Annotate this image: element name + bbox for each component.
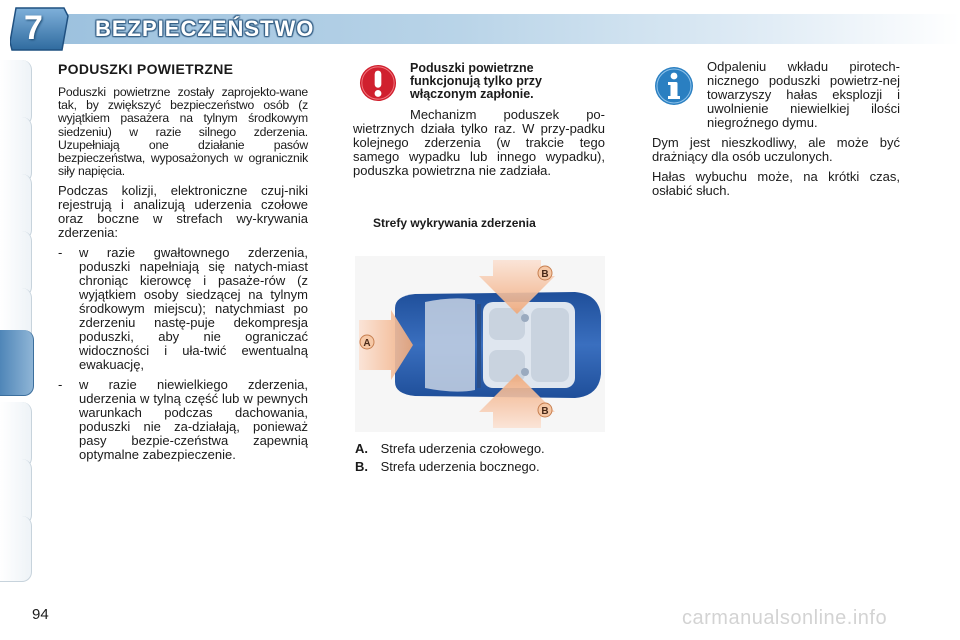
warning-box	[353, 60, 605, 108]
car-top-view	[395, 292, 601, 398]
zone-label-a	[360, 335, 374, 349]
column-info	[652, 60, 900, 204]
svg-text:A: A	[363, 338, 371, 349]
watermark: carmanualsonline.info	[682, 607, 888, 629]
svg-text:B: B	[541, 269, 549, 280]
zone-label-b-top	[538, 266, 552, 280]
chapter-tab-active[interactable]	[0, 330, 34, 396]
noise-paragraph: Hałas wybuchu może, na krótki czas, osłabić słuch.	[652, 169, 900, 198]
list-item: - w razie gwałtownego zderzenia, poduszki napełniają się natych-miast chroniąc kierowcę i pasaże-rów (z wyjątkiem osoby siedzącej na tylnym środkowym miejscu); natychmiast po zderzeniu nastę-puje dekompresja poduszki, aby nie ograniczać widoczności i uła-twić ewentualną ewakuację,	[58, 245, 308, 373]
page-title: BEZPIECZEŃSTWO	[95, 16, 315, 41]
section-heading: PODUSZKI POWIETRZNE	[58, 61, 234, 77]
warning-title: Poduszki powietrzne funkcjonują tylko przy włączonym zapłonie.	[410, 61, 542, 101]
list-item: - w razie niewielkiego zderzenia, uderzenia w tylną część lub w pewnych warunkach podczas dachowania, poduszki nie za-działają, ponieważ pasy bezpie-czeństwa zapewnią optymalne zabezpieczenie.	[58, 377, 308, 463]
page-number: 94	[32, 606, 49, 623]
diagram-legend	[355, 440, 545, 476]
sensor-paragraph: Podczas kolizji, elektroniczne czuj-niki rejestrują i analizują uderzenia czołowe oraz boczne w strefach wy-krywania zderzenia:	[58, 183, 308, 241]
info-text: Odpaleniu wkładu pirotech-nicznego poduszki powietrz-nej towarzyszy hałas eksplozji i uwolnienie niewielkiej ilości niegroźnego dymu.	[707, 59, 900, 130]
legend-item: B. Strefa uderzenia bocznego.	[355, 459, 540, 474]
column-airbags	[58, 60, 308, 468]
info-box	[652, 60, 900, 130]
diagram-title: Strefy wykrywania zderzenia	[373, 216, 536, 230]
exclamation-icon	[359, 64, 397, 102]
chapter-number: 7	[24, 9, 43, 47]
column-warning	[353, 60, 605, 184]
legend-item: A. Strefa uderzenia czołowego.	[355, 441, 545, 456]
impact-zones-diagram	[355, 256, 605, 432]
smoke-paragraph: Dym jest nieszkodliwy, ale może być drażniący dla osób uczulonych.	[652, 135, 900, 164]
chapter-tab[interactable]	[0, 516, 32, 582]
warning-text: Mechanizm poduszek po-wietrznych działa tylko raz. W przy-padku kolejnego zderzenia (w trakcie tego samego wypadku lub innego wypadku), poduszka powietrzna nie zadziała.	[353, 107, 605, 178]
bullet-list	[58, 246, 308, 462]
svg-text:B: B	[541, 406, 549, 417]
info-icon	[654, 66, 694, 106]
intro-paragraph: Poduszki powietrzne zostały zaprojekto-wane tak, by zwiększyć bezpieczeństwo osób (z wyjątkiem pasażera na tylnym środkowym siedzeniu) w razie silnego zderzenia. Uzupełniają one działanie pasów bezpieczeństwa, wyposażonych w ogranicznik siły napięcia.	[58, 85, 308, 179]
zone-label-b-bottom	[538, 403, 552, 417]
